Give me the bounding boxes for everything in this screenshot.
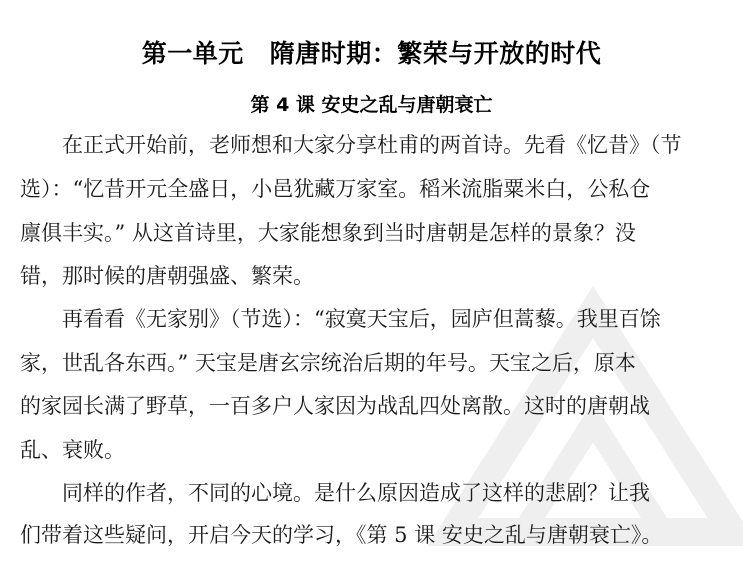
paragraph-1-line-3: 廪俱丰实。” 从这首诗里，大家能想象到当时唐朝是怎样的景象？没 [20, 221, 636, 245]
unit-subtitle: 隋唐时期：繁荣与开放的时代 [269, 39, 602, 68]
paragraph-2-line-3: 的家园长满了野草，一百多户人家因为战乱四处离散。这时的唐朝战 [20, 394, 650, 418]
paragraph-1-line-1: 在正式开始前，老师想和大家分享杜甫的两首诗。先看《忆昔》（节 [62, 133, 682, 157]
paragraph-1-line-2: 选）：“忆昔开元全盛日，小邑犹藏万家室。稻米流脂粟米白，公私仓 [20, 177, 651, 201]
lesson-title: 第 4 课 安史之乱与唐朝衰亡 [250, 94, 493, 116]
paragraph-3-line-2: 们带着这些疑问，开启今天的学习，《第 5 课 安史之乱与唐朝衰亡》。 [20, 523, 663, 547]
unit-title [0, 34, 743, 70]
unit-label: 第一单元 [141, 39, 244, 68]
paragraph-2-line-1: 再看看《无家别》（节选）：“寂寞天宝后，园庐但蒿藜。我里百馀 [62, 307, 661, 331]
paragraph-2-line-4: 乱、衰败。 [20, 438, 125, 462]
paragraph-3-line-1: 同样的作者，不同的心境。是什么原因造成了这样的悲剧？让我 [62, 481, 650, 505]
paragraph-2-line-2: 家，世乱各东西。” 天宝是唐玄宗统治后期的年号。天宝之后，原本 [20, 351, 636, 375]
paragraph-1-line-4: 错，那时候的唐朝强盛、繁荣。 [20, 264, 314, 288]
